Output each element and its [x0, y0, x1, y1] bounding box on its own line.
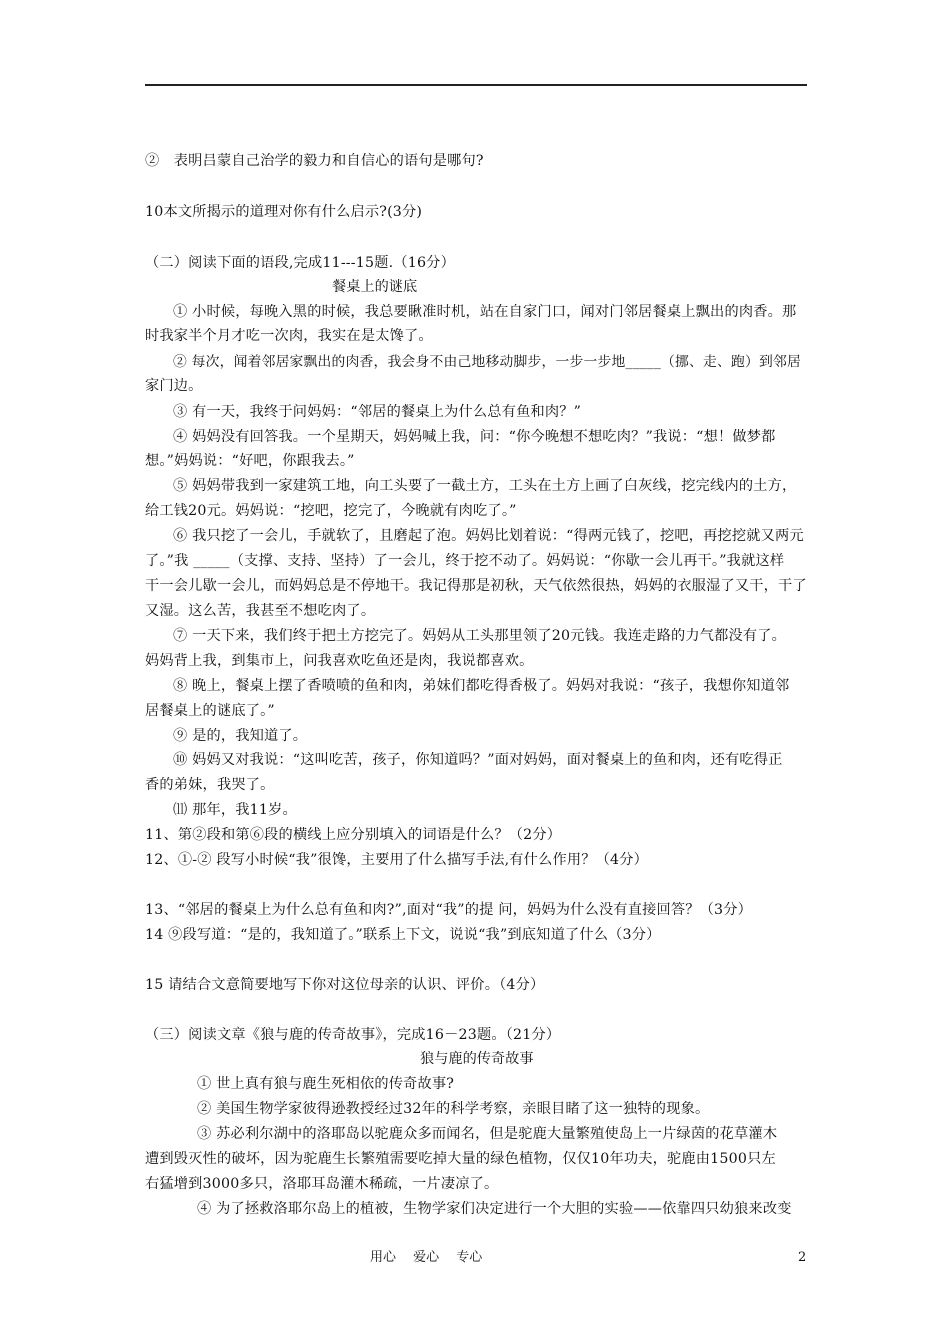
paragraph-line: 给工钱20元。妈妈说：“挖吧，挖完了，今晚就有肉吃了。”: [145, 503, 517, 519]
paragraph-line: 想。”妈妈说：“好吧，你跟我去。”: [145, 453, 355, 469]
paragraph-line: 右猛增到3000多只，洛耶耳岛灌木稀疏，一片凄凉了。: [145, 1176, 499, 1192]
paragraph-line: 时我家半个月才吃一次肉，我实在是太馋了。: [145, 328, 433, 344]
question-line: 12、①-② 段写小时候“我”很馋，主要用了什么描写手法,有什么作用？（4分）: [145, 852, 649, 868]
question-line: 10本文所揭示的道理对你有什么启示?(3分): [145, 204, 423, 220]
paragraph-line: ⑥ 我只挖了一会儿，手就软了，且磨起了泡。妈妈比划着说：“得两元钱了，挖吧，再挖挖就又两元: [173, 528, 804, 544]
paragraph-line: ⑩ 妈妈又对我说：“这叫吃苦，孩子，你知道吗？”面对妈妈，面对餐桌上的鱼和肉，还有吃得正: [173, 752, 783, 768]
page-footer: 用心 爱心 专心: [370, 1250, 483, 1265]
paragraph-line: ⑦ 一天下来，我们终于把土方挖完了。妈妈从工头那里领了20元钱。我连走路的力气都没有了。: [173, 628, 787, 644]
paragraph-line: ① 小时候，每晚入黑的时候，我总要瞅准时机，站在自家门口，闻对门邻居餐桌上飘出的肉香。那: [173, 304, 797, 320]
paragraph-line: ④ 为了拯救洛耶尔岛上的植被，生物学家们决定进行一个大胆的实验——依靠四只幼狼来改变: [197, 1201, 792, 1217]
article-title: 狼与鹿的传奇故事: [420, 1051, 534, 1067]
question-line: 13、“邻居的餐桌上为什么总有鱼和肉?”,面对“我”的提 问，妈妈为什么没有直接回答？（3分）: [145, 902, 753, 918]
question-line: 14 ⑨段写道：“是的，我知道了。”联系上下文，说说“我”到底知道了什么（3分）: [145, 927, 661, 943]
paragraph-line: ② 美国生物学家彼得逊教授经过32年的科学考察，亲眼目睹了这一独特的现象。: [197, 1101, 710, 1117]
paragraph-line: 又湿。这么苦，我甚至不想吃肉了。: [145, 603, 376, 619]
page-number: 2: [798, 1250, 807, 1265]
question-line: 11、第②段和第⑥段的横线上应分别填入的词语是什么？（2分）: [145, 827, 562, 843]
paragraph-line: 遭到毁灭性的破坏，因为驼鹿生长繁殖需要吃掉大量的绿色植物，仅仅10年功夫，驼鹿由1500只左: [145, 1151, 776, 1167]
header-rule: [145, 84, 807, 86]
paragraph-line: 妈妈背上我，到集市上，问我喜欢吃鱼还是肉，我说都喜欢。: [145, 653, 534, 669]
paragraph-line: ⑨ 是的，我知道了。: [173, 728, 308, 744]
paragraph-line: ③ 苏必利尔湖中的洛耶岛以驼鹿众多而闻名，但是驼鹿大量繁殖使岛上一片绿茵的花草灌木: [197, 1126, 778, 1142]
section-heading: （三）阅读文章《狼与鹿的传奇故事》，完成16－23题。（21分）: [145, 1027, 561, 1043]
question-line: 15 请结合文意简要地写下你对这位母亲的认识、评价。（4分）: [145, 977, 545, 993]
paragraph-line: ① 世上真有狼与鹿生死相依的传奇故事?: [197, 1076, 455, 1092]
paragraph-line: ② 每次，闻着邻居家飘出的肉香，我会身不由己地移动脚步，一步一步地_____（挪、走、跑）到邻居: [173, 354, 801, 370]
section-heading: （二）阅读下面的语段,完成11---15题.（16分）: [145, 255, 455, 271]
paragraph-line: ⑾ 那年，我11岁。: [173, 802, 297, 818]
paragraph-line: ④ 妈妈没有回答我。一个星期天，妈妈喊上我，问：“你今晚想不想吃肉？”我说：“想！做梦都: [173, 429, 776, 445]
article-title: 餐桌上的谜底: [332, 279, 418, 295]
paragraph-line: 居餐桌上的谜底了。”: [145, 703, 275, 719]
paragraph-line: 了。”我 _____（支撑、支持、坚持）了一会儿，终于挖不动了。妈妈说：“你歇一会儿再干。”我就这样: [145, 553, 785, 569]
question-line: ② 表明吕蒙自己治学的毅力和自信心的语句是哪句?: [145, 153, 484, 169]
paragraph-line: 香的弟妹，我哭了。: [145, 777, 275, 793]
paragraph-line: 家门边。: [145, 378, 203, 394]
paragraph-line: 干一会儿歇一会儿，而妈妈总是不停地干。我记得那是初秋，天气依然很热，妈妈的衣服湿了又干，干了: [145, 578, 807, 594]
paragraph-line: ③ 有一天，我终于问妈妈：“邻居的餐桌上为什么总有鱼和肉？”: [173, 404, 582, 420]
paragraph-line: ⑧ 晚上，餐桌上摆了香喷喷的鱼和肉，弟妹们都吃得香极了。妈妈对我说：“孩子，我想你知道邻: [173, 678, 790, 694]
paragraph-line: ⑤ 妈妈带我到一家建筑工地，向工头要了一截土方，工头在土方上画了白灰线，挖完线内的土方，: [173, 478, 797, 494]
